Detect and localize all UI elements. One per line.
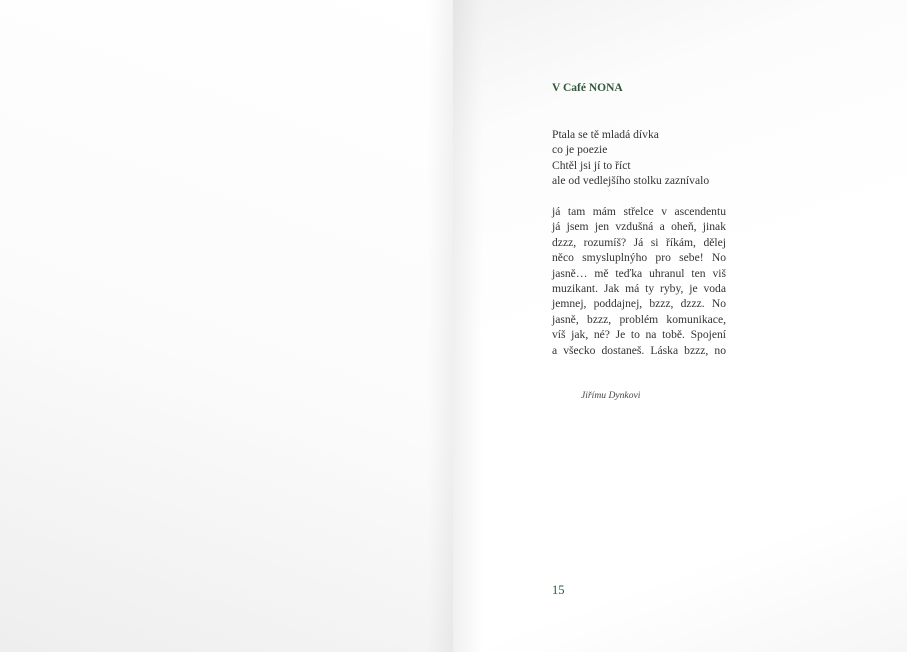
poem-line: Chtěl jsi jí to říct xyxy=(552,158,631,172)
poem-line: jemnej, poddajnej, bzzz, dzzz. No xyxy=(552,297,726,311)
poem-line: Ptala se tě mladá dívka xyxy=(552,128,659,141)
poem-line: jasně… mě teďka uhranul ten viš xyxy=(552,266,726,280)
poem-line: já tam mám střelce v ascendentu xyxy=(552,205,726,218)
poem-line: dzzz, rozumíš? Já si říkám, dělej xyxy=(552,235,726,249)
poem-line: víš jak, né? Je to na tobě. Spojení xyxy=(552,328,726,342)
poem-line: muzikant. Jak má ty ryby, je voda xyxy=(552,282,726,296)
poem-title: V Café NONA xyxy=(552,82,623,94)
stanza-1 xyxy=(552,127,742,189)
poem-line: já jsem jen vzdušná a oheň, jinak xyxy=(552,220,726,234)
stanza-2 xyxy=(552,204,726,358)
poem-line: ale od vedlejšího stolku zaznívalo xyxy=(552,174,710,188)
page-number: 15 xyxy=(552,583,565,597)
poem-line: co je poezie xyxy=(552,143,608,157)
poem-line: jasně, bzzz, problém komunikace, xyxy=(552,312,726,326)
dedication: Jiřímu Dynkovi xyxy=(581,390,641,401)
poem-line: a všecko dostaneš. Láska bzzz, no xyxy=(552,343,726,357)
left-page xyxy=(0,0,453,652)
poem-line: něco smysluplnýho pro sebe! No xyxy=(552,251,726,265)
